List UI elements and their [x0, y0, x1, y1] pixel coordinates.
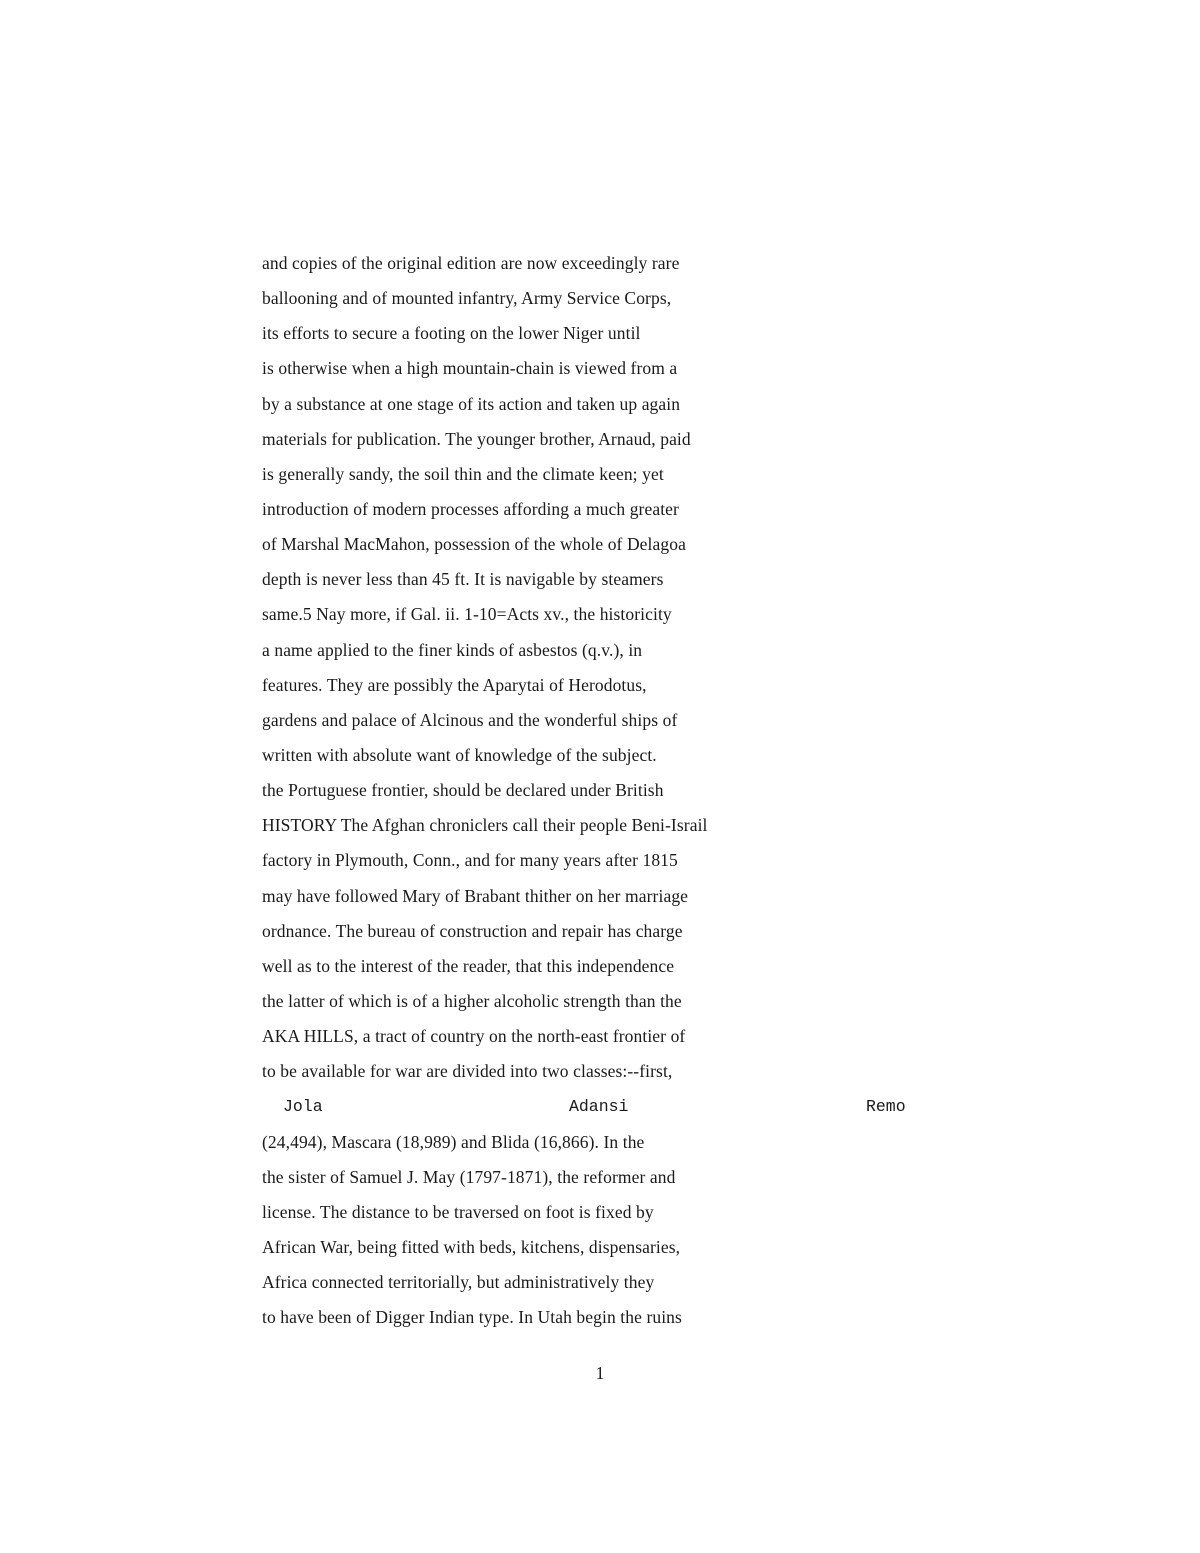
- text-line: well as to the interest of the reader, that this independence: [262, 955, 675, 976]
- text-line: is otherwise when a high mountain-chain is viewed from a: [262, 358, 678, 379]
- text-line: factory in Plymouth, Conn., and for many years after 1815: [262, 850, 678, 871]
- text-line: to be available for war are divided into two classes:--first,: [262, 1061, 673, 1082]
- text-line: HISTORY The Afghan chroniclers call their people Beni-Israil: [262, 815, 708, 836]
- text-line: features. They are possibly the Aparytai of Herodotus,: [262, 674, 647, 695]
- text-line: gardens and palace of Alcinous and the wonderful ships of: [262, 709, 678, 730]
- text-line: AKA HILLS, a tract of country on the north-east frontier of: [262, 1026, 686, 1047]
- text-line: a name applied to the finer kinds of asbestos (q.v.), in: [262, 639, 643, 660]
- table-cell: Jola: [283, 1097, 323, 1117]
- text-line: same.5 Nay more, if Gal. ii. 1-10=Acts xv., the historicity: [262, 604, 672, 625]
- text-line: the Portuguese frontier, should be declared under British: [262, 780, 664, 801]
- table-cell: Adansi: [569, 1097, 629, 1117]
- text-line: Africa connected territorially, but administratively they: [262, 1272, 655, 1293]
- text-line: the latter of which is of a higher alcoholic strength than the: [262, 990, 682, 1011]
- text-line: may have followed Mary of Brabant thither on her marriage: [262, 885, 689, 906]
- text-line: (24,494), Mascara (18,989) and Blida (16,866). In the: [262, 1131, 645, 1152]
- text-line: license. The distance to be traversed on foot is fixed by: [262, 1201, 654, 1222]
- page-number: 1: [595, 1363, 605, 1383]
- text-line: to have been of Digger Indian type. In Utah begin the ruins: [262, 1307, 682, 1328]
- text-line: materials for publication. The younger brother, Arnaud, paid: [262, 428, 691, 449]
- table-row: [262, 1089, 922, 1124]
- text-line: is generally sandy, the soil thin and the climate keen; yet: [262, 463, 664, 484]
- text-line: written with absolute want of knowledge of the subject.: [262, 744, 657, 765]
- text-line: depth is never less than 45 ft. It is navigable by steamers: [262, 569, 664, 590]
- text-line: introduction of modern processes affording a much greater: [262, 498, 679, 519]
- text-line: ordnance. The bureau of construction and repair has charge: [262, 920, 683, 941]
- text-line: ballooning and of mounted infantry, Army Service Corps,: [262, 288, 672, 309]
- text-line: and copies of the original edition are now exceedingly rare: [262, 253, 680, 273]
- text-line: by a substance at one stage of its action and taken up again: [262, 393, 681, 414]
- text-line: African War, being fitted with beds, kitchens, dispensaries,: [262, 1236, 681, 1257]
- table-cell: Remo: [866, 1097, 906, 1117]
- text-line: of Marshal MacMahon, possession of the whole of Delagoa: [262, 534, 686, 555]
- text-line: its efforts to secure a footing on the lower Niger until: [262, 323, 641, 344]
- text-line: the sister of Samuel J. May (1797-1871), the reformer and: [262, 1166, 676, 1187]
- body-text: [262, 246, 922, 1335]
